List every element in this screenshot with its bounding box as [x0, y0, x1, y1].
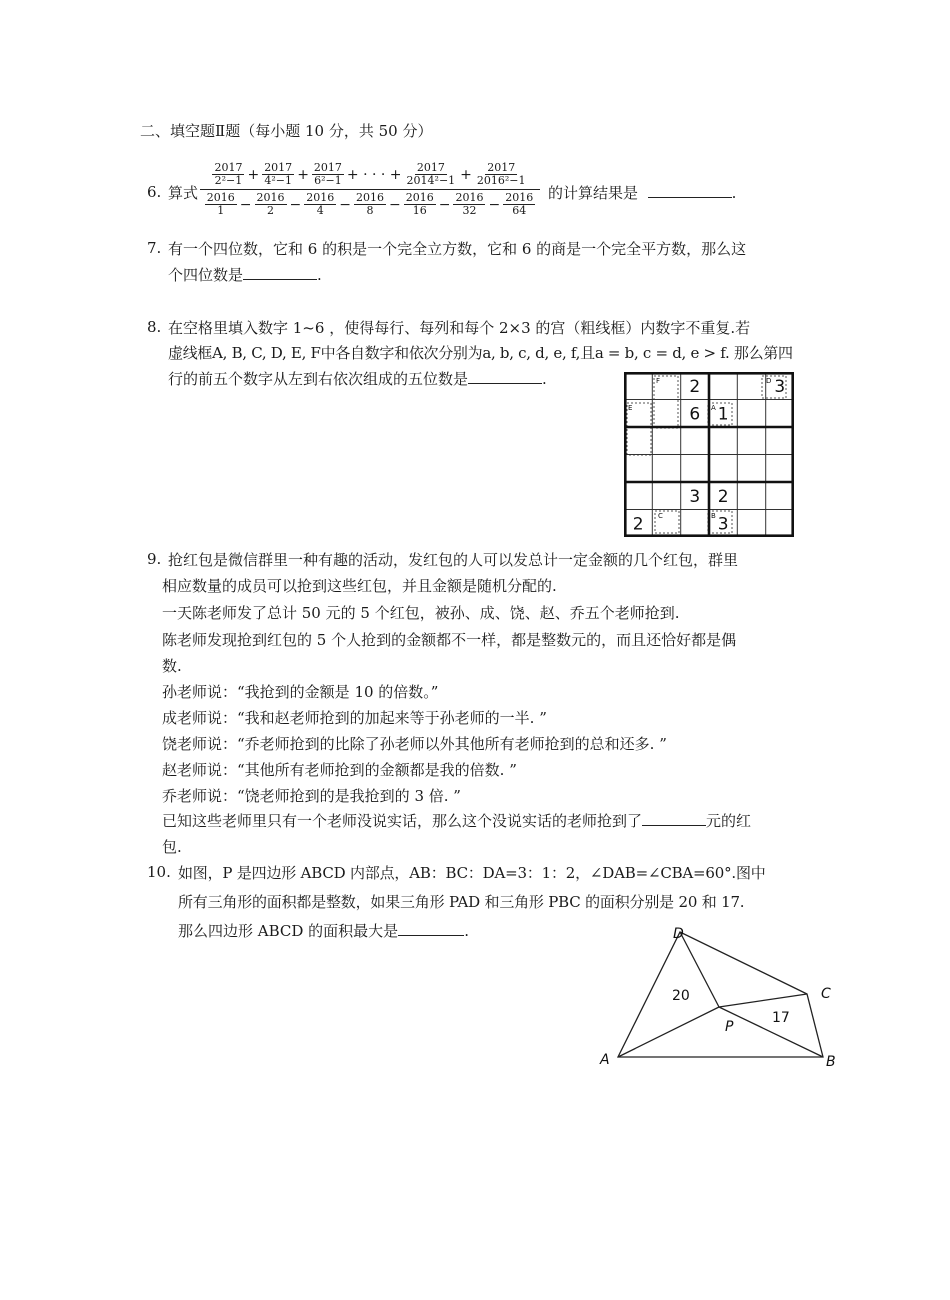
q6-denominator: $\frac{2016}{1}$ − $\frac{2016}{2}$ − $\frac{2016}{4}$ − $\frac{2016}{8}$ − $\frac{2016}{16}$ − $\frac{2016}{32}$ − $\frac{2016}{64}$ — [206, 191, 534, 217]
q6-den-term-7: $\frac{2016}{64}$ — [505, 191, 534, 217]
q9-number: 9. — [147, 550, 162, 568]
cage-label-d: D — [766, 377, 772, 385]
grid-digit: 1 — [717, 404, 729, 425]
q6-den-term-5: $\frac{2016}{16}$ — [405, 191, 434, 217]
point-label-a: A — [600, 1052, 610, 1068]
q8-answer-blank[interactable] — [468, 369, 542, 384]
q6-answer-blank[interactable] — [648, 183, 732, 198]
q6-num-term-5: $\frac{2017}{\text{2016²−1}}$ — [476, 161, 526, 187]
q6-den-term-6: $\frac{2016}{32}$ — [455, 191, 484, 217]
quadrilateral-figure — [595, 920, 845, 1075]
q6-den-term-1: $\frac{2016}{1}$ — [206, 191, 235, 217]
q6-prefix: 算式 — [168, 184, 199, 202]
q6-number: 6. — [147, 183, 162, 201]
grid-digit: 2 — [632, 514, 644, 535]
q7-answer-blank[interactable] — [243, 265, 317, 280]
q6-fraction-bar — [200, 189, 540, 190]
cage-label-c: C — [658, 512, 663, 520]
q6-num-term-3: $\frac{2017}{\text{6²−1}}$ — [313, 161, 342, 187]
q9-line-1: 抢红包是微信群里一种有趣的活动，发红包的人可以发总计一定金额的几个红包，群里 — [168, 551, 739, 569]
q6-den-term-3: $\frac{2016}{4}$ — [306, 191, 335, 217]
q9-line-11: 已知这些老师里只有一个老师没说实话，那么这个没说实话的老师抢到了 元的红 — [162, 812, 752, 830]
section-header: 二、填空题Ⅱ题（每小题 10 分，共 50 分） — [140, 122, 433, 140]
q6-ellipsis: + · · · + — [346, 166, 402, 183]
cage-label-f: F — [656, 377, 661, 385]
q9-line-3: 一天陈老师发了总计 50 元的 5 个红包，被孙、成、饶、赵、乔五个老师抢到. — [162, 604, 680, 622]
q10-line2: 所有三角形的面积都是整数，如果三角形 PAD 和三角形 PBC 的面积分别是 20 和 17. — [178, 893, 745, 911]
sudoku-grid — [624, 372, 794, 537]
q9-line-10: 乔老师说：“饶老师抢到的是我抢到的 3 倍. ” — [162, 787, 461, 805]
grid-digit: 2 — [689, 376, 701, 397]
q9-line-7: 成老师说：“我和赵老师抢到的加起来等于孙老师的一半. ” — [162, 709, 547, 727]
q9-answer-blank[interactable] — [642, 811, 706, 826]
cage-label-b: B — [711, 512, 716, 520]
q9-line-2: 相应数量的成员可以抢到这些红包，并且金额是随机分配的. — [162, 577, 557, 595]
area-label-pad: 20 — [672, 988, 690, 1004]
q10-number: 10. — [147, 863, 171, 881]
q9-line-6: 孙老师说：“我抢到的金额是 10 的倍数。” — [162, 683, 439, 701]
q9-line-8: 饶老师说：“乔老师抢到的比除了孙老师以外其他所有老师抢到的总和还多. ” — [162, 735, 667, 753]
area-label-pbc: 17 — [772, 1010, 790, 1026]
point-label-d: D — [673, 926, 684, 942]
grid-digit: 3 — [689, 486, 701, 507]
q9-line-4: 陈老师发现抢到红包的 5 个人抢到的金额都不一样，都是整数元的，而且还恰好都是偶 — [162, 631, 737, 649]
q6-expression — [200, 162, 540, 217]
grid-digit: 6 — [689, 404, 701, 425]
point-label-c: C — [821, 986, 831, 1002]
q8-line1: 在空格里填入数字 1~6 ，使得每行、每列和每个 2×3 的宫（粗线框）内数字不重复.若 — [168, 319, 751, 337]
q10-line3: 那么四边形 ABCD 的面积最大是 . — [178, 922, 469, 940]
q9-line-9: 赵老师说：“其他所有老师抢到的金额都是我的倍数. ” — [162, 761, 517, 779]
grid-digit: 3 — [717, 514, 729, 535]
cage-label-e: E — [628, 404, 633, 412]
q8-line2: 虚线框A, B, C, D, E, F中各自数字和依次分别为a, b, c, d, e, f,且a = b, c = d, e > f. 那么第四 — [168, 344, 793, 362]
q7-number: 7. — [147, 239, 162, 257]
q6-num-term-1: $\frac{2017}{\text{2²−1}}$ — [214, 161, 243, 187]
q8-number: 8. — [147, 318, 162, 336]
q10-answer-blank[interactable] — [398, 921, 464, 936]
q6-suffix: 的计算结果是 . — [548, 184, 737, 202]
q6-numerator: $\frac{2017}{\text{2²−1}}$ + $\frac{2017}{\text{4²−1}}$ + $\frac{2017}{\text{6²−1}}$ + · · · + $\frac{2017}{\text{2014²−1}}$ + $\frac{2017}{\text{2016²−1}}$ — [214, 161, 526, 187]
grid-digit: 2 — [717, 486, 729, 507]
cage-label-a: A — [711, 404, 716, 412]
point-label-p: P — [725, 1019, 734, 1035]
q8-line3: 行的前五个数字从左到右依次组成的五位数是 . — [168, 370, 547, 388]
point-label-b: B — [826, 1054, 836, 1070]
q10-line1: 如图，P 是四边形 ABCD 内部点，AB：BC：DA=3：1：2，∠DAB=∠CBA=60°.图中 — [178, 864, 766, 882]
q6-den-term-4: $\frac{2016}{8}$ — [356, 191, 384, 217]
q6-num-term-2: $\frac{2017}{\text{4²−1}}$ — [264, 161, 293, 187]
q6-den-term-2: $\frac{2016}{2}$ — [256, 191, 285, 217]
grid-digit: 3 — [774, 376, 786, 397]
q7-line2: 个四位数是 . — [168, 266, 322, 284]
q9-line-12: 包. — [162, 838, 182, 856]
q7-line1: 有一个四位数，它和 6 的积是一个完全立方数，它和 6 的商是一个完全平方数，那么这 — [168, 240, 747, 258]
q9-line-5: 数. — [162, 657, 182, 675]
q6-num-term-4: $\frac{2017}{\text{2014²−1}}$ — [406, 161, 456, 187]
